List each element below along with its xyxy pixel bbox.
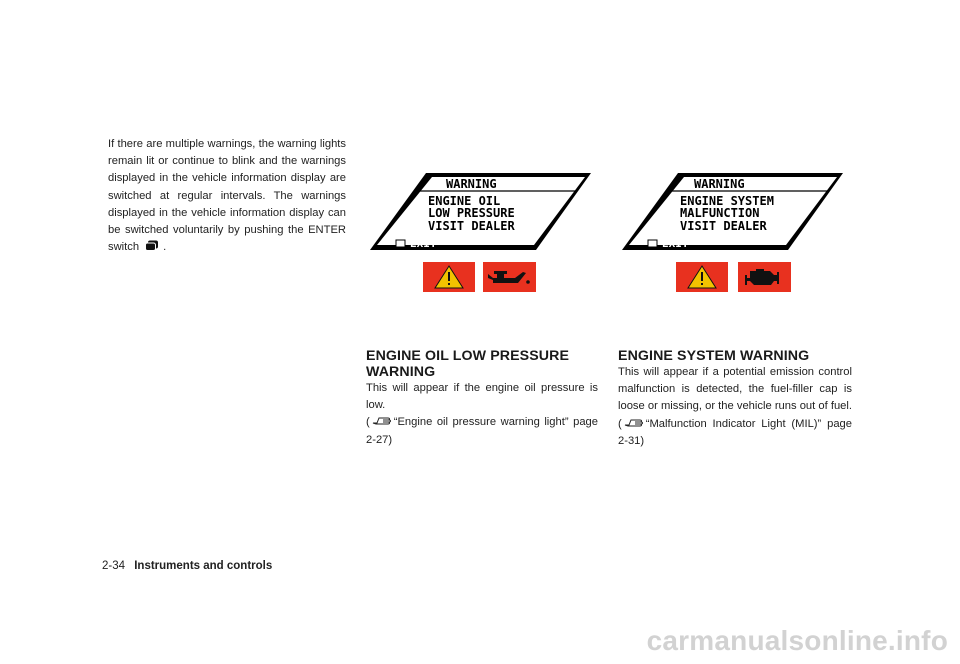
display-title: WARNING: [694, 177, 745, 191]
display-exit-label: EXIT: [662, 237, 689, 250]
ref-page: 2-31): [618, 434, 645, 447]
ref-text[interactable]: “Engine oil pressure warning light” page: [393, 416, 598, 429]
reference-line: [366, 414, 598, 431]
oil-pressure-body: [366, 380, 598, 449]
reference-pointer-icon: [372, 415, 392, 426]
section-heading-engine-system: [618, 348, 858, 364]
oil-can-icon: [483, 262, 536, 292]
intro-last-line: [108, 239, 346, 256]
intro-line: displayed in the vehicle information display are: [108, 172, 346, 185]
heading-line: ENGINE SYSTEM WARNING: [618, 348, 810, 364]
oil-pressure-display-graphic: [366, 170, 596, 295]
intro-line: remain lit or continue to blink and the warnings: [108, 155, 346, 168]
watermark: carmanualsonline.info: [646, 625, 948, 656]
page-footer: [102, 560, 272, 572]
enter-switch-icon: [145, 240, 159, 251]
display-line-2: LOW PRESSURE: [428, 206, 515, 220]
oil-pressure-display-panel: [366, 170, 596, 295]
display-line-3: VISIT DEALER: [428, 219, 515, 233]
display-line-1: ENGINE OIL: [428, 194, 501, 208]
intro-paragraph: [108, 136, 346, 256]
ref-text[interactable]: “Malfunction Indicator Light (MIL)” page: [645, 417, 852, 430]
display-line-1: ENGINE SYSTEM: [680, 194, 774, 208]
intro-period: .: [163, 241, 167, 254]
engine-system-display-graphic: [618, 170, 848, 295]
display-exit-label: EXIT: [410, 237, 437, 250]
warning-triangle-icon: [423, 262, 475, 292]
ref-paren: (: [366, 416, 370, 429]
page-number: 2-34: [102, 560, 126, 572]
warning-triangle-icon: [676, 262, 728, 292]
display-line-2: MALFUNCTION: [680, 206, 760, 220]
body-line: This will appear if a potential emission control: [618, 366, 852, 378]
heading-line: WARNING: [366, 364, 436, 380]
engine-check-icon: [738, 262, 791, 292]
ref-page: 2-27): [366, 433, 393, 446]
display-title: WARNING: [446, 177, 497, 191]
ref-paren: (: [618, 417, 622, 430]
intro-switch-word: switch: [108, 241, 140, 254]
section-title: Instruments and controls: [134, 560, 273, 572]
intro-line: displayed in the vehicle information display can: [108, 206, 346, 219]
intro-line: If there are multiple warnings, the warning lights: [108, 138, 346, 150]
intro-line: switched at regular intervals. The warnings: [108, 189, 346, 202]
engine-system-display-panel: [618, 170, 848, 295]
section-heading-oil-pressure: [366, 348, 606, 380]
body-line: malfunction is detected, the fuel-filler cap is: [618, 383, 852, 396]
display-line-3: VISIT DEALER: [680, 219, 767, 233]
reference-line: [618, 416, 852, 433]
intro-line: be switched voluntarily by pushing the ENTER: [108, 224, 346, 237]
body-line: loose or missing, or the vehicle runs out of fuel.: [618, 400, 852, 413]
reference-pointer-icon: [624, 417, 644, 428]
heading-line: ENGINE OIL LOW PRESSURE: [366, 348, 570, 364]
body-line: This will appear if the engine oil pressure is low.: [366, 382, 598, 412]
engine-system-body: [618, 364, 852, 450]
